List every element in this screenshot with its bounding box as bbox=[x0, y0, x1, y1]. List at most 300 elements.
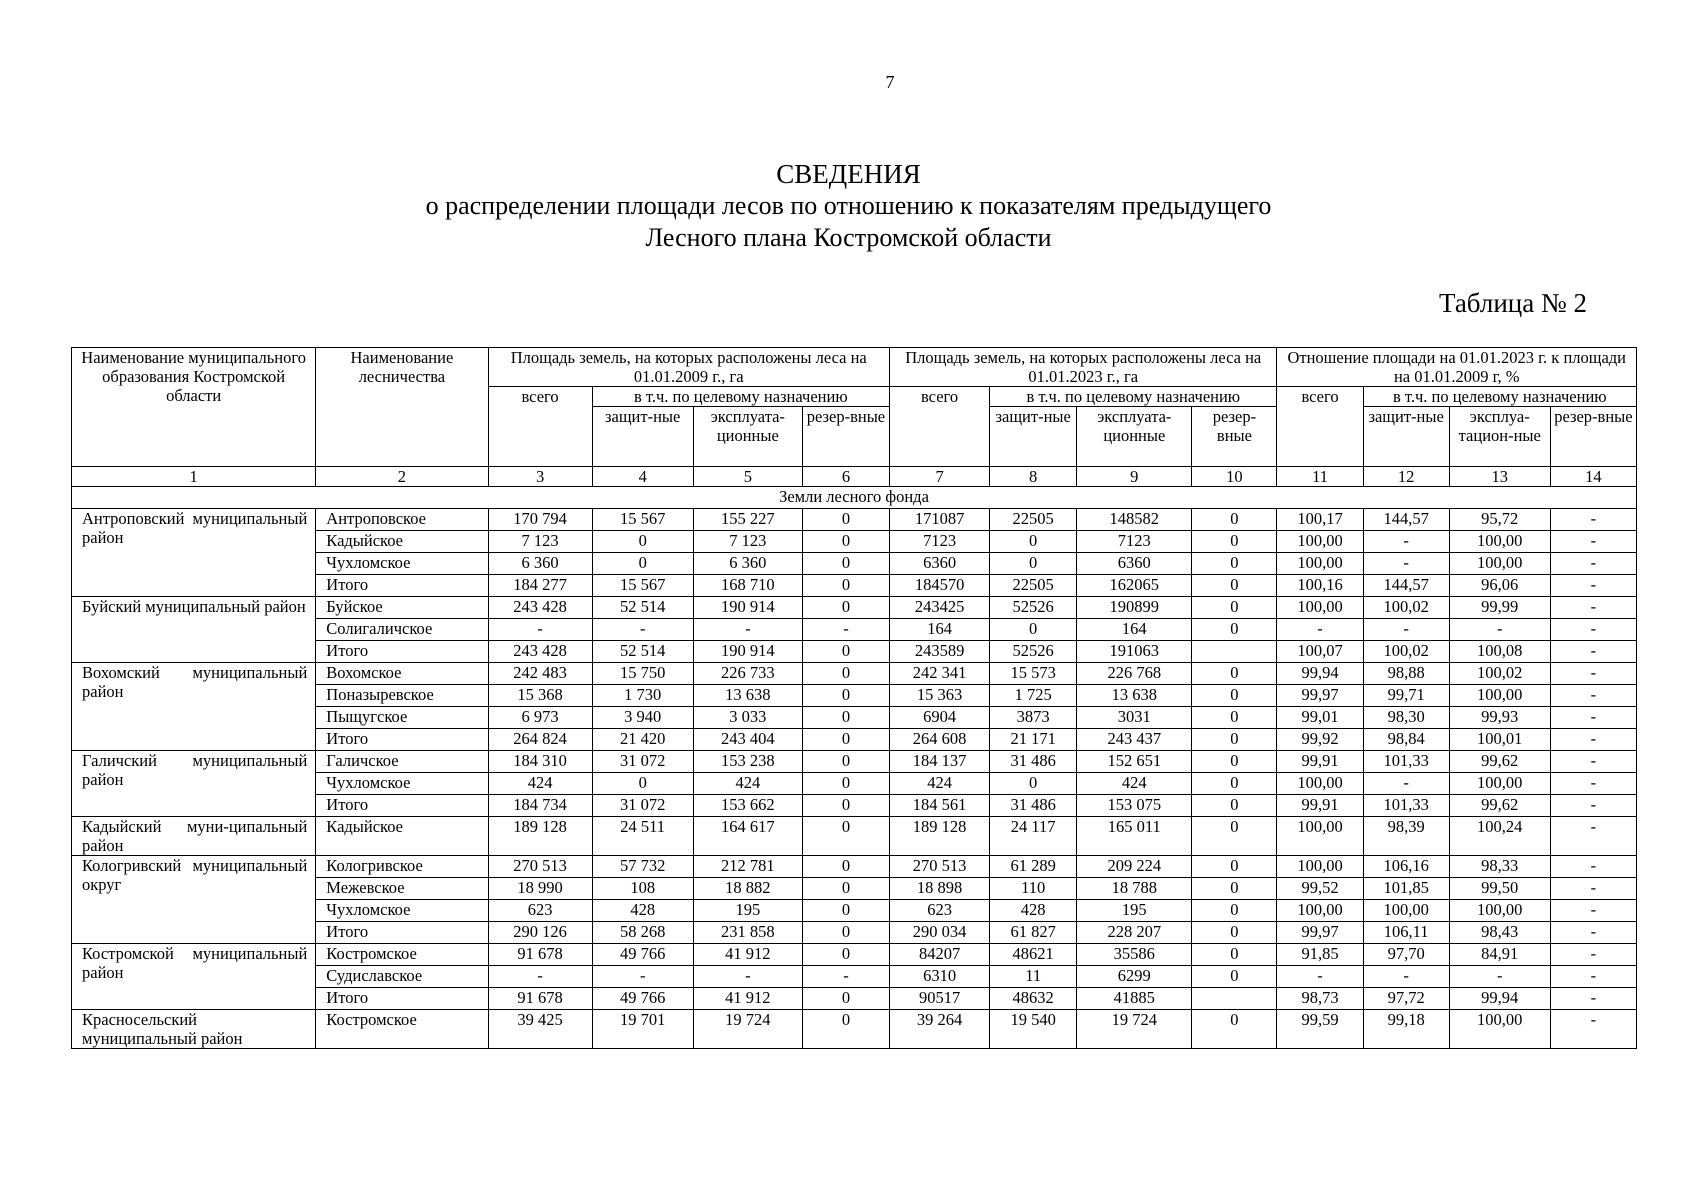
value-cell: 100,00 bbox=[1449, 553, 1550, 575]
value-cell: 99,99 bbox=[1449, 597, 1550, 619]
value-cell: 48621 bbox=[990, 944, 1077, 966]
value-cell: 100,02 bbox=[1363, 641, 1449, 663]
value-cell: 98,88 bbox=[1363, 663, 1449, 685]
value-cell: 184570 bbox=[890, 575, 990, 597]
forestry-cell: Чухломское bbox=[316, 900, 488, 922]
header-area-2009: Площадь земель, на которых расположены леса на 01.01.2009 г., га bbox=[488, 348, 890, 387]
value-cell: 99,97 bbox=[1277, 922, 1363, 944]
section-row bbox=[72, 487, 1637, 509]
value-cell: 212 781 bbox=[693, 856, 802, 878]
value-cell: 0 bbox=[802, 900, 889, 922]
table-label: Таблица № 2 bbox=[1439, 288, 1587, 318]
value-cell: 19 724 bbox=[693, 1010, 802, 1049]
value-cell: - bbox=[1550, 663, 1636, 685]
forestry-cell: Буйское bbox=[316, 597, 488, 619]
value-cell: 39 425 bbox=[488, 1010, 592, 1049]
table-row bbox=[72, 944, 1637, 966]
forestry-cell: Галичское bbox=[316, 751, 488, 773]
value-cell: 243589 bbox=[890, 641, 990, 663]
value-cell: 98,39 bbox=[1363, 817, 1449, 856]
value-cell: 49 766 bbox=[592, 944, 693, 966]
value-cell: 0 bbox=[990, 619, 1077, 641]
value-cell: 270 513 bbox=[890, 856, 990, 878]
value-cell: 189 128 bbox=[890, 817, 990, 856]
value-cell: 100,08 bbox=[1449, 641, 1550, 663]
value-cell: 623 bbox=[890, 900, 990, 922]
forestry-cell: Кадыйское bbox=[316, 817, 488, 856]
value-cell: 0 bbox=[802, 922, 889, 944]
value-cell: 7 123 bbox=[693, 531, 802, 553]
value-cell: - bbox=[1550, 988, 1636, 1010]
header-reserve-2023: резер-вные bbox=[1192, 407, 1277, 467]
value-cell: 6360 bbox=[890, 553, 990, 575]
table-row bbox=[72, 509, 1637, 531]
value-cell: 0 bbox=[592, 531, 693, 553]
value-cell: 98,33 bbox=[1449, 856, 1550, 878]
value-cell: 99,71 bbox=[1363, 685, 1449, 707]
forestry-cell: Солигаличское bbox=[316, 619, 488, 641]
value-cell: 6310 bbox=[890, 966, 990, 988]
value-cell: 0 bbox=[1192, 944, 1277, 966]
value-cell: 3031 bbox=[1077, 707, 1192, 729]
value-cell: - bbox=[1550, 856, 1636, 878]
table-row bbox=[72, 751, 1637, 773]
page-number: 7 bbox=[885, 72, 895, 92]
value-cell: 264 608 bbox=[890, 729, 990, 751]
table-row bbox=[72, 663, 1637, 685]
municipality-cell: Костромской муниципальный район bbox=[72, 944, 316, 1010]
value-cell: 144,57 bbox=[1363, 509, 1449, 531]
value-cell: - bbox=[1550, 531, 1636, 553]
value-cell: 184 310 bbox=[488, 751, 592, 773]
value-cell: 6 973 bbox=[488, 707, 592, 729]
value-cell: 99,97 bbox=[1277, 685, 1363, 707]
value-cell: 623 bbox=[488, 900, 592, 922]
value-cell: 0 bbox=[1192, 795, 1277, 817]
value-cell: 18 788 bbox=[1077, 878, 1192, 900]
value-cell: 101,85 bbox=[1363, 878, 1449, 900]
value-cell: 100,16 bbox=[1277, 575, 1363, 597]
value-cell: 0 bbox=[802, 729, 889, 751]
value-cell: 0 bbox=[802, 531, 889, 553]
header-exploitation-2009: эксплуата-ционные bbox=[693, 407, 802, 467]
municipality-cell: Красносельский муниципальный район bbox=[72, 1010, 316, 1049]
value-cell: - bbox=[693, 619, 802, 641]
value-cell: - bbox=[1550, 553, 1636, 575]
value-cell: 0 bbox=[1192, 619, 1277, 641]
value-cell: 101,33 bbox=[1363, 751, 1449, 773]
forestry-cell: Межевское bbox=[316, 878, 488, 900]
value-cell: 184 561 bbox=[890, 795, 990, 817]
value-cell: 0 bbox=[802, 944, 889, 966]
value-cell: - bbox=[1363, 966, 1449, 988]
value-cell: 0 bbox=[802, 773, 889, 795]
value-cell: - bbox=[1550, 922, 1636, 944]
value-cell: 100,00 bbox=[1449, 900, 1550, 922]
value-cell: 290 034 bbox=[890, 922, 990, 944]
value-cell: 48632 bbox=[990, 988, 1077, 1010]
header-ratio: Отношение площади на 01.01.2023 г. к площади на 01.01.2009 г, % bbox=[1277, 348, 1637, 387]
value-cell: 153 075 bbox=[1077, 795, 1192, 817]
value-cell: 424 bbox=[693, 773, 802, 795]
value-cell: 91 678 bbox=[488, 944, 592, 966]
value-cell: 100,00 bbox=[1449, 531, 1550, 553]
column-number: 3 bbox=[488, 467, 592, 487]
value-cell: 162065 bbox=[1077, 575, 1192, 597]
value-cell: 110 bbox=[990, 878, 1077, 900]
forestry-cell: Итого bbox=[316, 988, 488, 1010]
value-cell: 98,73 bbox=[1277, 988, 1363, 1010]
value-cell: 100,17 bbox=[1277, 509, 1363, 531]
forestry-cell: Пыщугское bbox=[316, 707, 488, 729]
header-reserve-2009: резер-вные bbox=[802, 407, 889, 467]
value-cell: 226 768 bbox=[1077, 663, 1192, 685]
forestry-cell: Судиславское bbox=[316, 966, 488, 988]
value-cell: 155 227 bbox=[693, 509, 802, 531]
forestry-cell: Итого bbox=[316, 795, 488, 817]
value-cell: 41 912 bbox=[693, 988, 802, 1010]
column-number: 11 bbox=[1277, 467, 1363, 487]
value-cell: 99,52 bbox=[1277, 878, 1363, 900]
value-cell: - bbox=[1550, 685, 1636, 707]
municipality-cell: Галичский муниципальный район bbox=[72, 751, 316, 817]
forestry-cell: Антроповское bbox=[316, 509, 488, 531]
value-cell: 0 bbox=[802, 751, 889, 773]
section-label: Земли лесного фонда bbox=[72, 487, 1637, 509]
value-cell: 100,07 bbox=[1277, 641, 1363, 663]
value-cell: 0 bbox=[990, 773, 1077, 795]
value-cell: - bbox=[1550, 707, 1636, 729]
value-cell: 0 bbox=[1192, 878, 1277, 900]
value-cell: 96,06 bbox=[1449, 575, 1550, 597]
value-cell: 0 bbox=[1192, 856, 1277, 878]
value-cell: 243 428 bbox=[488, 597, 592, 619]
value-cell: 7 123 bbox=[488, 531, 592, 553]
value-cell: - bbox=[1363, 553, 1449, 575]
value-cell: 7123 bbox=[1077, 531, 1192, 553]
forestry-cell: Итого bbox=[316, 641, 488, 663]
value-cell: 184 734 bbox=[488, 795, 592, 817]
forestry-cell: Итого bbox=[316, 575, 488, 597]
value-cell: 19 724 bbox=[1077, 1010, 1192, 1049]
value-cell: - bbox=[1277, 619, 1363, 641]
value-cell: 24 511 bbox=[592, 817, 693, 856]
value-cell: 100,00 bbox=[1277, 817, 1363, 856]
value-cell: - bbox=[1550, 900, 1636, 922]
value-cell: 0 bbox=[802, 575, 889, 597]
value-cell: 52526 bbox=[990, 597, 1077, 619]
value-cell: - bbox=[1550, 966, 1636, 988]
value-cell: 0 bbox=[802, 878, 889, 900]
value-cell: 195 bbox=[1077, 900, 1192, 922]
value-cell: 49 766 bbox=[592, 988, 693, 1010]
value-cell: - bbox=[1363, 773, 1449, 795]
value-cell: 100,00 bbox=[1277, 553, 1363, 575]
value-cell: 0 bbox=[802, 641, 889, 663]
forestry-cell: Чухломское bbox=[316, 773, 488, 795]
header-forestry: Наименование лесничества bbox=[316, 348, 488, 467]
value-cell: 99,92 bbox=[1277, 729, 1363, 751]
value-cell: 190899 bbox=[1077, 597, 1192, 619]
value-cell: 0 bbox=[1192, 966, 1277, 988]
forestry-cell: Кологривское bbox=[316, 856, 488, 878]
value-cell: - bbox=[1550, 641, 1636, 663]
value-cell: - bbox=[1550, 575, 1636, 597]
value-cell: 0 bbox=[802, 663, 889, 685]
value-cell: 15 573 bbox=[990, 663, 1077, 685]
header-total-ratio: всего bbox=[1277, 387, 1363, 467]
value-cell: - bbox=[1550, 509, 1636, 531]
value-cell: 6904 bbox=[890, 707, 990, 729]
value-cell: 168 710 bbox=[693, 575, 802, 597]
value-cell: 428 bbox=[990, 900, 1077, 922]
column-number: 4 bbox=[592, 467, 693, 487]
value-cell: 13 638 bbox=[693, 685, 802, 707]
value-cell: 242 483 bbox=[488, 663, 592, 685]
forestry-cell: Итого bbox=[316, 922, 488, 944]
value-cell: 242 341 bbox=[890, 663, 990, 685]
value-cell: 191063 bbox=[1077, 641, 1192, 663]
value-cell: 39 264 bbox=[890, 1010, 990, 1049]
value-cell: 0 bbox=[990, 553, 1077, 575]
value-cell: 100,02 bbox=[1363, 597, 1449, 619]
value-cell: 100,24 bbox=[1449, 817, 1550, 856]
value-cell: 18 882 bbox=[693, 878, 802, 900]
value-cell: 184 277 bbox=[488, 575, 592, 597]
value-cell: - bbox=[488, 966, 592, 988]
header-protective-ratio: защит-ные bbox=[1363, 407, 1449, 467]
value-cell: 35586 bbox=[1077, 944, 1192, 966]
header-purpose-2009: в т.ч. по целевому назначению bbox=[592, 387, 889, 407]
header-area-2023: Площадь земель, на которых расположены леса на 01.01.2023 г., га bbox=[890, 348, 1277, 387]
forest-area-table bbox=[71, 347, 1637, 1049]
value-cell: 6299 bbox=[1077, 966, 1192, 988]
value-cell: 100,00 bbox=[1277, 531, 1363, 553]
forestry-cell: Кадыйское bbox=[316, 531, 488, 553]
value-cell: 100,01 bbox=[1449, 729, 1550, 751]
value-cell: 165 011 bbox=[1077, 817, 1192, 856]
value-cell: 97,72 bbox=[1363, 988, 1449, 1010]
value-cell: - bbox=[592, 966, 693, 988]
document-subtitle-line-2: Лесного плана Костромской области bbox=[645, 223, 1052, 252]
value-cell: - bbox=[1363, 619, 1449, 641]
value-cell: 190 914 bbox=[693, 597, 802, 619]
value-cell: 11 bbox=[990, 966, 1077, 988]
value-cell: 153 662 bbox=[693, 795, 802, 817]
column-number: 5 bbox=[693, 467, 802, 487]
value-cell: 0 bbox=[1192, 597, 1277, 619]
column-number: 2 bbox=[316, 467, 488, 487]
forestry-cell: Костромское bbox=[316, 944, 488, 966]
document-title: СВЕДЕНИЯ bbox=[776, 159, 921, 189]
value-cell: 18 990 bbox=[488, 878, 592, 900]
value-cell: 15 750 bbox=[592, 663, 693, 685]
header-reserve-ratio: резер-вные bbox=[1550, 407, 1636, 467]
value-cell: 99,94 bbox=[1449, 988, 1550, 1010]
value-cell: - bbox=[1449, 619, 1550, 641]
value-cell: 19 701 bbox=[592, 1010, 693, 1049]
value-cell: 0 bbox=[802, 685, 889, 707]
value-cell: 164 bbox=[890, 619, 990, 641]
value-cell: 95,72 bbox=[1449, 509, 1550, 531]
municipality-cell: Буйский муниципальный район bbox=[72, 597, 316, 663]
value-cell: 57 732 bbox=[592, 856, 693, 878]
value-cell: 0 bbox=[1192, 1010, 1277, 1049]
value-cell: 0 bbox=[802, 707, 889, 729]
value-cell: 0 bbox=[802, 1010, 889, 1049]
value-cell: 243425 bbox=[890, 597, 990, 619]
value-cell bbox=[1192, 641, 1277, 663]
value-cell: 189 128 bbox=[488, 817, 592, 856]
value-cell: - bbox=[592, 619, 693, 641]
value-cell: 190 914 bbox=[693, 641, 802, 663]
value-cell: 98,30 bbox=[1363, 707, 1449, 729]
value-cell: 0 bbox=[802, 795, 889, 817]
value-cell bbox=[1192, 988, 1277, 1010]
forestry-cell: Вохомское bbox=[316, 663, 488, 685]
value-cell: - bbox=[1550, 944, 1636, 966]
column-number: 10 bbox=[1192, 467, 1277, 487]
value-cell: 84207 bbox=[890, 944, 990, 966]
value-cell: 153 238 bbox=[693, 751, 802, 773]
value-cell: 15 363 bbox=[890, 685, 990, 707]
value-cell: 61 827 bbox=[990, 922, 1077, 944]
value-cell: 424 bbox=[488, 773, 592, 795]
value-cell: 243 437 bbox=[1077, 729, 1192, 751]
value-cell: 91 678 bbox=[488, 988, 592, 1010]
value-cell: 108 bbox=[592, 878, 693, 900]
value-cell: 0 bbox=[1192, 663, 1277, 685]
value-cell: 0 bbox=[1192, 773, 1277, 795]
value-cell: 84,91 bbox=[1449, 944, 1550, 966]
value-cell: 0 bbox=[1192, 509, 1277, 531]
column-number: 14 bbox=[1550, 467, 1636, 487]
value-cell: - bbox=[1550, 751, 1636, 773]
value-cell: 226 733 bbox=[693, 663, 802, 685]
value-cell: - bbox=[802, 619, 889, 641]
column-numbers-row bbox=[72, 467, 1637, 487]
value-cell: 228 207 bbox=[1077, 922, 1192, 944]
table-row bbox=[72, 1010, 1637, 1049]
value-cell: 264 824 bbox=[488, 729, 592, 751]
municipality-cell: Кадыйский муни-ципальный район bbox=[72, 817, 316, 856]
value-cell: 100,02 bbox=[1449, 663, 1550, 685]
forestry-cell: Костромское bbox=[316, 1010, 488, 1049]
value-cell: 100,00 bbox=[1277, 856, 1363, 878]
value-cell: 100,00 bbox=[1449, 773, 1550, 795]
value-cell: 0 bbox=[592, 553, 693, 575]
value-cell: 100,00 bbox=[1277, 900, 1363, 922]
value-cell: 0 bbox=[1192, 751, 1277, 773]
value-cell: 243 404 bbox=[693, 729, 802, 751]
value-cell: 100,00 bbox=[1277, 773, 1363, 795]
value-cell: 24 117 bbox=[990, 817, 1077, 856]
value-cell: 100,00 bbox=[1449, 685, 1550, 707]
value-cell: 98,43 bbox=[1449, 922, 1550, 944]
value-cell: 99,62 bbox=[1449, 795, 1550, 817]
value-cell: 99,59 bbox=[1277, 1010, 1363, 1049]
value-cell: 22505 bbox=[990, 575, 1077, 597]
value-cell: 148582 bbox=[1077, 509, 1192, 531]
value-cell: - bbox=[1550, 795, 1636, 817]
value-cell: 100,00 bbox=[1363, 900, 1449, 922]
forestry-cell: Итого bbox=[316, 729, 488, 751]
value-cell: 61 289 bbox=[990, 856, 1077, 878]
value-cell: 52 514 bbox=[592, 597, 693, 619]
value-cell: 101,33 bbox=[1363, 795, 1449, 817]
value-cell: 0 bbox=[1192, 729, 1277, 751]
value-cell: - bbox=[1363, 531, 1449, 553]
header-total-2023: всего bbox=[890, 387, 990, 467]
value-cell: 90517 bbox=[890, 988, 990, 1010]
value-cell: 21 420 bbox=[592, 729, 693, 751]
value-cell: 99,91 bbox=[1277, 795, 1363, 817]
value-cell: 164 bbox=[1077, 619, 1192, 641]
municipality-cell: Вохомский муниципальный район bbox=[72, 663, 316, 751]
value-cell: 19 540 bbox=[990, 1010, 1077, 1049]
value-cell: 1 725 bbox=[990, 685, 1077, 707]
value-cell: 6 360 bbox=[488, 553, 592, 575]
value-cell: 0 bbox=[1192, 922, 1277, 944]
value-cell: 3873 bbox=[990, 707, 1077, 729]
value-cell: 3 033 bbox=[693, 707, 802, 729]
value-cell: 41885 bbox=[1077, 988, 1192, 1010]
column-number: 13 bbox=[1449, 467, 1550, 487]
value-cell: 15 567 bbox=[592, 575, 693, 597]
value-cell: 0 bbox=[1192, 553, 1277, 575]
value-cell: 106,16 bbox=[1363, 856, 1449, 878]
header-protective-2023: защит-ные bbox=[990, 407, 1077, 467]
value-cell: - bbox=[1550, 619, 1636, 641]
value-cell: 0 bbox=[1192, 817, 1277, 856]
value-cell: 31 486 bbox=[990, 795, 1077, 817]
header-protective-2009: защит-ные bbox=[592, 407, 693, 467]
value-cell: 99,50 bbox=[1449, 878, 1550, 900]
table-row bbox=[72, 856, 1637, 878]
column-number: 8 bbox=[990, 467, 1077, 487]
value-cell: 0 bbox=[1192, 685, 1277, 707]
value-cell: - bbox=[488, 619, 592, 641]
table-row bbox=[72, 817, 1637, 856]
header-purpose-2023: в т.ч. по целевому назначению bbox=[990, 387, 1277, 407]
value-cell: 152 651 bbox=[1077, 751, 1192, 773]
value-cell: 0 bbox=[802, 509, 889, 531]
value-cell: 231 858 bbox=[693, 922, 802, 944]
value-cell: 0 bbox=[1192, 531, 1277, 553]
column-number: 9 bbox=[1077, 467, 1192, 487]
value-cell: - bbox=[802, 966, 889, 988]
table-row bbox=[72, 597, 1637, 619]
value-cell: 3 940 bbox=[592, 707, 693, 729]
header-municipality: Наименование муниципального образования Костромской области bbox=[72, 348, 316, 467]
column-number: 6 bbox=[802, 467, 889, 487]
value-cell: 99,01 bbox=[1277, 707, 1363, 729]
value-cell: 424 bbox=[1077, 773, 1192, 795]
value-cell: 209 224 bbox=[1077, 856, 1192, 878]
value-cell: 0 bbox=[990, 531, 1077, 553]
value-cell: 106,11 bbox=[1363, 922, 1449, 944]
value-cell: - bbox=[1550, 729, 1636, 751]
value-cell: 184 137 bbox=[890, 751, 990, 773]
value-cell: 170 794 bbox=[488, 509, 592, 531]
value-cell: 91,85 bbox=[1277, 944, 1363, 966]
value-cell: 270 513 bbox=[488, 856, 592, 878]
value-cell: 98,84 bbox=[1363, 729, 1449, 751]
value-cell: 99,91 bbox=[1277, 751, 1363, 773]
header-exploitation-2023: эксплуата-ционные bbox=[1077, 407, 1192, 467]
value-cell: 424 bbox=[890, 773, 990, 795]
value-cell: - bbox=[1550, 597, 1636, 619]
